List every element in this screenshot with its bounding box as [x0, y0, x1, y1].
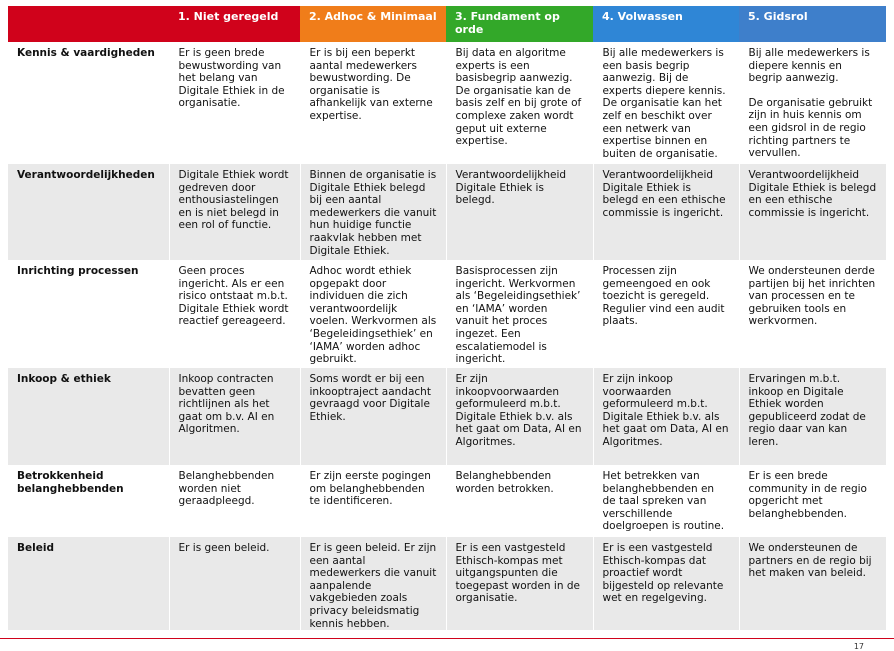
table-cell: Er zijn eerste pogingen om belanghebbenden te identificeren. — [300, 465, 446, 537]
level-5-header: 5. Gidsrol — [739, 6, 886, 42]
table-header-row — [8, 6, 886, 42]
table-cell: Processen zijn gemeengoed en ook toezicht is geregeld. Regulier vind een audit plaats. — [593, 260, 739, 368]
table-cell: Er is geen beleid. — [169, 537, 300, 630]
page-number: 17 — [853, 642, 864, 651]
row-label: Verantwoordelijkheden — [8, 164, 169, 260]
table-cell: Er is geen beleid. Er zijn een aantal medewerkers die vanuit aanpalende vakgebieden zoals privacy beleidsmatig kennis hebben. — [300, 537, 446, 630]
table-cell: We ondersteunen derde partijen bij het inrichten van processen en te gebruiken tools en werkvormen. — [739, 260, 886, 368]
table-cell: We ondersteunen de partners en de regio bij het maken van beleid. — [739, 537, 886, 630]
table-cell: Inkoop contracten bevatten geen richtlijnen als het gaat om b.v. AI en Algoritmen. — [169, 368, 300, 465]
table-cell: Soms wordt er bij een inkooptraject aandacht gevraagd voor Digitale Ethiek. — [300, 368, 446, 465]
table-cell: Er is een brede community in de regio opgericht met belanghebbenden. — [739, 465, 886, 537]
table-cell: Verantwoordelijkheid Digitale Ethiek is belegd en een ethische commissie is ingericht. — [593, 164, 739, 260]
row-label: Kennis & vaardigheden — [8, 42, 169, 164]
cell-paragraph: De organisatie gebruikt zijn in huis kennis om een gidsrol in de regio richting partners te vervullen. — [748, 96, 873, 160]
table-cell: Verantwoordelijkheid Digitale Ethiek is belegd. — [446, 164, 593, 260]
table-cell: Binnen de organisatie is Digitale Ethiek belegd bij een aantal medewerkers die vanuit hun huidige functie raakvlak hebben met Digitale Ethiek. — [300, 164, 446, 260]
table-row — [8, 42, 886, 164]
cell-paragraph: Bij alle medewerkers is diepere kennis en begrip aanwezig. — [748, 47, 870, 85]
table-row — [8, 260, 886, 368]
table-cell: Bij data en algoritme experts is een basisbegrip aanwezig. De organisatie kan de basis zelf en bij grote of complexe zaken wordt geput uit externe expertise. — [446, 42, 593, 164]
table-row — [8, 164, 886, 260]
table-row — [8, 537, 886, 630]
table-cell: Adhoc wordt ethiek opgepakt door individuen die zich verantwoordelijk voelen. Werkvormen als ‘Begeleidingsethiek’ en ‘IAMA’ worden adhoc gebruikt. — [300, 260, 446, 368]
table-cell: Er zijn inkoop voorwaarden geformuleerd m.b.t. Digitale Ethiek b.v. als het gaat om Data, AI en Algoritmes. — [593, 368, 739, 465]
row-label: Inkoop & ethiek — [8, 368, 169, 465]
table-cell: Belanghebbenden worden niet geraadpleegd. — [169, 465, 300, 537]
table-row — [8, 368, 886, 465]
table-cell: Geen proces ingericht. Als er een risico ontstaat m.b.t. Digitale Ethiek wordt reactief gereageerd. — [169, 260, 300, 368]
table-cell: Basisprocessen zijn ingericht. Werkvormen als ‘Begeleidingsethiek’ en ‘IAMA’ worden vanuit het proces ingezet. Een escalatiemodel is ingericht. — [446, 260, 593, 368]
table-cell: Bij alle medewerkers is een basis begrip aanwezig. Bij de experts diepere kennis. De organisatie kan het zelf en beschikt over een netwerk van expertise binnen en buiten de organisatie. — [593, 42, 739, 164]
table-cell: Ervaringen m.b.t. inkoop en Digitale Ethiek worden gepubliceerd zodat de regio daar van kan leren. — [739, 368, 886, 465]
level-2-header: 2. Adhoc & Minimaal — [300, 6, 446, 42]
maturity-model-table — [8, 6, 887, 630]
table-cell: Er is bij een beperkt aantal medewerkers bewustwording. De organisatie is afhankelijk van externe expertise. — [300, 42, 446, 164]
level-1-header: 1. Niet geregeld — [169, 6, 300, 42]
table-cell: Belanghebbenden worden betrokken. — [446, 465, 593, 537]
table-cell: Er is een vastgesteld Ethisch-kompas met uitgangspunten die toegepast worden in de organisatie. — [446, 537, 593, 630]
table-cell: Het betrekken van belanghebbenden en de taal spreken van verschillende doelgroepen is routine. — [593, 465, 739, 537]
table-cell: Er zijn inkoopvoorwaarden geformuleerd m.b.t. Digitale Ethiek b.v. als het gaat om Data, AI en Algoritmes. — [446, 368, 593, 465]
footer-divider — [0, 638, 894, 639]
table-cell-multi — [739, 42, 886, 164]
header-corner — [8, 6, 169, 42]
table-cell: Er is een vastgesteld Ethisch-kompas dat proactief wordt bijgesteld op relevante wet en regelgeving. — [593, 537, 739, 630]
table-cell: Verantwoordelijkheid Digitale Ethiek is belegd en een ethische commissie is ingericht. — [739, 164, 886, 260]
table-row — [8, 465, 886, 537]
level-3-header: 3. Fundament op orde — [446, 6, 593, 42]
row-label: Inrichting processen — [8, 260, 169, 368]
table-cell: Digitale Ethiek wordt gedreven door enthousiastelingen en is niet belegd in een rol of functie. — [169, 164, 300, 260]
level-4-header: 4. Volwassen — [593, 6, 739, 42]
row-label: Betrokkenheid belanghebbenden — [8, 465, 169, 537]
row-label: Beleid — [8, 537, 169, 630]
table-cell: Er is geen brede bewustwording van het belang van Digitale Ethiek in de organisatie. — [169, 42, 300, 164]
